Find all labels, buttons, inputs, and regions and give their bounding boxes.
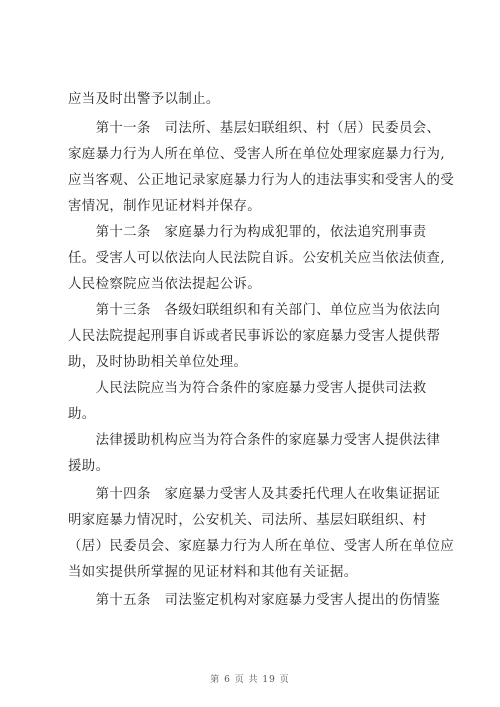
text-line: 应当客观、公正地记录家庭暴力行为人的违法事实和受害人的受 xyxy=(68,173,455,188)
text-line: 家庭暴力行为人所在单位、受害人所在单位处理家庭暴力行为, xyxy=(68,147,446,162)
text-line: 第十三条 各级妇联组织和有关部门、单位应当为依法向 xyxy=(68,303,441,318)
text-line: 第十五条 司法鉴定机构对家庭暴力受害人提出的伤情鉴 xyxy=(68,593,441,608)
text-line: 人民法院应当为符合条件的家庭暴力受害人提供司法救 xyxy=(68,381,427,396)
page-footer: 第 6 页 共 19 页 xyxy=(210,675,290,685)
text-line: 助，及时协助相关单位处理。 xyxy=(68,355,248,370)
text-line: 法律援助机构应当为符合条件的家庭暴力受害人提供法律 xyxy=(68,433,441,448)
text-line: 援助。 xyxy=(68,459,110,474)
text-line: 任。受害人可以依法向人民法院自诉。公安机关应当依法侦查, xyxy=(68,251,446,266)
text-line: 人民检察院应当依法提起公诉。 xyxy=(68,277,262,292)
text-line: 害情况，制作见证材料并保存。 xyxy=(68,199,262,214)
text-line: 助。 xyxy=(68,407,96,422)
text-line: 第十二条 家庭暴力行为构成犯罪的，依法追究刑事责 xyxy=(68,225,427,240)
text-line: （居）民委员会、家庭暴力行为人所在单位、受害人所在单位应 xyxy=(68,539,455,554)
text-line: 第十一条 司法所、基层妇联组织、村（居）民委员会、 xyxy=(68,121,441,136)
text-line: 当如实提供所掌握的见证材料和其他有关证据。 xyxy=(68,565,358,580)
text-line: 应当及时出警予以制止。 xyxy=(68,92,220,107)
text-line: 明家庭暴力情况时，公安机关、司法所、基层妇联组织、村 xyxy=(68,513,427,528)
text-line: 人民法院提起刑事自诉或者民事诉讼的家庭暴力受害人提供帮 xyxy=(68,329,441,344)
text-line: 第十四条 家庭暴力受害人及其委托代理人在收集证据证 xyxy=(68,487,441,502)
